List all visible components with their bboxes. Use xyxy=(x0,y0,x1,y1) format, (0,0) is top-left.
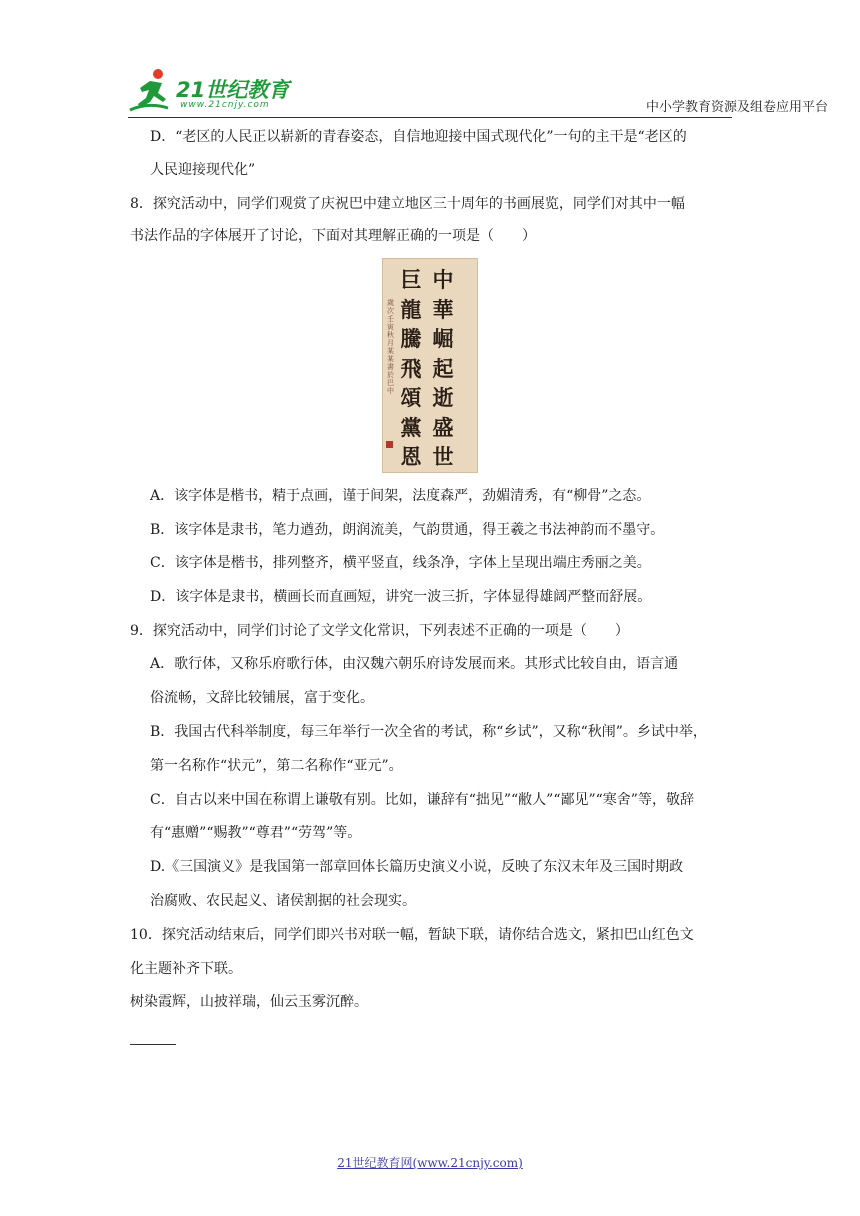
q8-option-c: C．该字体是楷书，排列整齐，横平竖直，线条净，字体上呈现出端庄秀丽之美。 xyxy=(150,555,651,571)
q9-stem: 9．探究活动中，同学们讨论了文学文化常识，下列表述不正确的一项是（ ） xyxy=(130,623,629,639)
calligraphy-char: 黨 xyxy=(400,414,422,440)
calligraphy-char: 崛 xyxy=(432,326,454,351)
q9-option-b-line2: 第一名称作“状元”，第二名称作“亚元”。 xyxy=(150,758,403,774)
calligraphy-char: 巨 xyxy=(400,267,422,292)
calligraphy-char: 華 xyxy=(432,296,454,322)
q9-option-c-line1: C．自古以来中国在称谓上谦敬有别。比如，谦辞有“拙见”“敝人”“鄙见”“寒舍”等，敬辞 xyxy=(150,792,694,808)
q8-option-d: D．该字体是隶书，横画长而直画短，讲究一波三折，字体显得雄阔严整而舒展。 xyxy=(150,589,652,605)
logo-url: www.21cnjy.com xyxy=(180,100,270,110)
calligraphy-char: 騰 xyxy=(400,326,422,351)
calligraphy-char: 恩 xyxy=(400,444,422,469)
q7-option-d-line2: 人民迎接现代化” xyxy=(150,162,256,178)
calligraphy-artwork xyxy=(382,258,478,473)
platform-title: 中小学教育资源及组卷应用平台 xyxy=(645,100,828,115)
q9-option-b-line1: B．我国古代科举制度，每三年举行一次全省的考试，称“乡试”，又称“秋闱”。乡试中举， xyxy=(150,724,707,740)
q9-option-d-line1: D.《三国演义》是我国第一部章回体长篇历史演义小说，反映了东汉末年及三国时期政 xyxy=(150,859,684,875)
page-header xyxy=(128,66,828,118)
calligraphy-char: 起 xyxy=(432,355,454,381)
q10-upper-couplet: 树染霞辉，山披祥瑞，仙云玉雾沉醉。 xyxy=(130,994,368,1010)
q9-option-c-line2: 有“惠赠”“赐教”“尊君”“劳驾”等。 xyxy=(150,825,362,841)
q9-option-a-line2: 俗流畅，文辞比较铺展，富于变化。 xyxy=(150,690,374,706)
calligraphy-inscription: 歲次壬寅秋月某某書於巴中 xyxy=(387,299,394,395)
q10-stem-line1: 10．探究活动结束后，同学们即兴书对联一幅，暂缺下联，请你结合选文，紧扣巴山红色文 xyxy=(130,927,694,943)
site-logo xyxy=(128,66,308,114)
q8-option-b: B．该字体是隶书，笔力遒劲，朗润流美，气韵贯通，得王羲之书法神韵而不墨守。 xyxy=(150,522,665,538)
calligraphy-char: 頌 xyxy=(400,385,422,410)
q8-option-a: A．该字体是楷书，精于点画，谨于间架，法度森严，劲媚清秀，有“柳骨”之态。 xyxy=(150,488,651,504)
calligraphy-char: 龍 xyxy=(400,296,422,322)
calligraphy-char: 逝 xyxy=(432,385,454,410)
running-figure-icon xyxy=(128,66,176,114)
q9-option-a-line1: A．歌行体，又称乐府歌行体，由汉魏六朝乐府诗发展而来。其形式比较自由，语言通 xyxy=(150,656,679,672)
q10-stem-line2: 化主题补齐下联。 xyxy=(130,961,242,977)
seal-stamp xyxy=(386,441,393,448)
answer-blank[interactable] xyxy=(130,1044,176,1045)
calligraphy-char: 飛 xyxy=(400,355,422,381)
calligraphy-column-right xyxy=(429,265,457,472)
calligraphy-char: 盛 xyxy=(432,414,454,440)
footer-link[interactable]: 21世纪教育网(www.21cnjy.com) xyxy=(337,1156,523,1170)
logo-text: 21世纪教育 xyxy=(176,78,290,102)
q9-option-d-line2: 治腐败、农民起义、诸侯割据的社会现实。 xyxy=(150,893,416,909)
q7-option-d-line1: D．“老区的人民正以崭新的青春姿态，自信地迎接中国式现代化”一句的主干是“老区的 xyxy=(150,129,687,145)
q8-stem-line2: 书法作品的字体展开了讨论，下面对其理解正确的一项是（ ） xyxy=(130,228,536,244)
q8-stem-line1: 8．探究活动中，同学们观赏了庆祝巴中建立地区三十周年的书画展览，同学们对其中一幅 xyxy=(130,196,685,212)
calligraphy-char: 世 xyxy=(432,444,454,469)
calligraphy-char: 中 xyxy=(432,267,454,292)
header-divider xyxy=(128,117,732,118)
calligraphy-column-left xyxy=(397,265,425,472)
